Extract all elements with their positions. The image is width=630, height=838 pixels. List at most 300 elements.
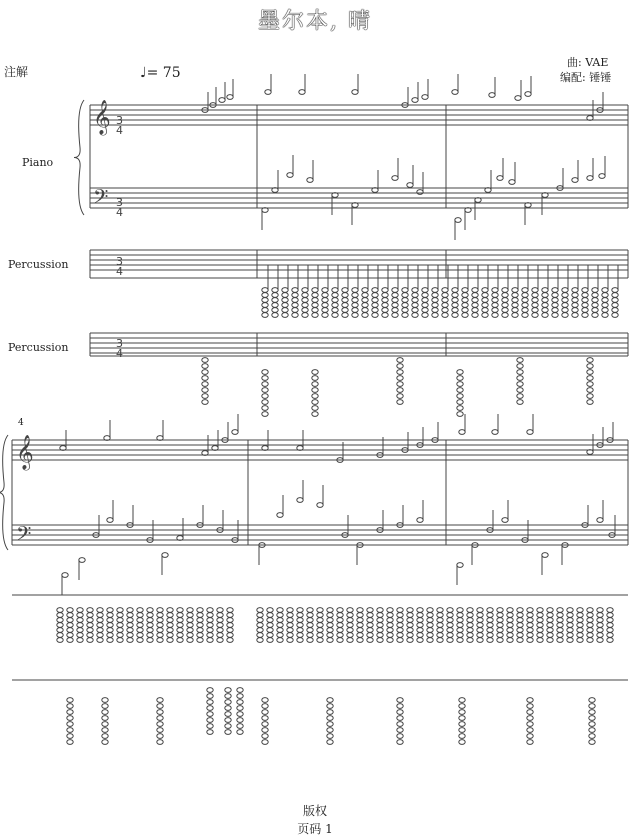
percussion-note: [432, 308, 438, 313]
percussion-note: [127, 613, 133, 618]
percussion-note: [272, 288, 278, 293]
percussion-note: [302, 308, 308, 313]
percussion-note: [312, 394, 318, 399]
percussion-note: [589, 716, 595, 721]
percussion-note: [67, 710, 73, 715]
percussion-note: [327, 623, 333, 628]
percussion-note: [87, 633, 93, 638]
percussion-note: [312, 303, 318, 308]
percussion-note: [292, 308, 298, 313]
percussion-note: [517, 638, 523, 643]
percussion-note: [527, 633, 533, 638]
arranger-credit: 编配: 锤锤: [560, 71, 612, 84]
percussion-note: [302, 298, 308, 303]
note-head: [452, 90, 458, 95]
percussion-note: [367, 608, 373, 613]
percussion-note: [532, 298, 538, 303]
percussion-note: [372, 308, 378, 313]
percussion-note: [452, 293, 458, 298]
percussion-note: [502, 293, 508, 298]
percussion-note: [587, 382, 593, 387]
percussion-note: [422, 288, 428, 293]
percussion-note: [312, 298, 318, 303]
percussion-note: [552, 288, 558, 293]
percussion-note: [282, 293, 288, 298]
percussion-note: [277, 623, 283, 628]
percussion-note: [487, 623, 493, 628]
percussion-note: [362, 298, 368, 303]
percussion-note: [67, 704, 73, 709]
percussion-note: [517, 400, 523, 405]
brace: [74, 100, 84, 215]
percussion-note: [517, 613, 523, 618]
percussion-note: [327, 728, 333, 733]
percussion-note: [67, 728, 73, 733]
percussion-note: [437, 608, 443, 613]
percussion-note: [442, 293, 448, 298]
note-head: [457, 563, 463, 568]
percussion-note: [277, 633, 283, 638]
percussion-note: [459, 704, 465, 709]
percussion-note: [117, 608, 123, 613]
percussion-note: [307, 618, 313, 623]
percussion-note: [542, 313, 548, 318]
percussion-note: [312, 293, 318, 298]
note-head: [79, 558, 85, 563]
percussion-note: [327, 628, 333, 633]
percussion-note: [607, 623, 613, 628]
percussion-note: [137, 618, 143, 623]
percussion-note: [437, 623, 443, 628]
percussion-note: [327, 734, 333, 739]
percussion-note: [237, 694, 243, 699]
percussion-note: [572, 308, 578, 313]
percussion-note: [532, 313, 538, 318]
score-title: 墨尔本, 晴: [258, 9, 372, 34]
percussion-note: [602, 303, 608, 308]
percussion-note: [312, 308, 318, 313]
percussion-note: [432, 313, 438, 318]
percussion-note: [472, 303, 478, 308]
copyright-footer: 版权: [302, 804, 327, 818]
percussion-note: [225, 730, 231, 735]
percussion-note: [527, 638, 533, 643]
percussion-note: [377, 618, 383, 623]
percussion-note: [567, 613, 573, 618]
percussion-note: [237, 730, 243, 735]
percussion-note: [422, 303, 428, 308]
note-head: [515, 96, 521, 101]
percussion-note: [432, 293, 438, 298]
percussion-note: [137, 633, 143, 638]
percussion-note: [167, 638, 173, 643]
percussion-note: [527, 698, 533, 703]
percussion-note: [157, 698, 163, 703]
note-head: [525, 92, 531, 97]
percussion-note: [262, 412, 268, 417]
percussion-note: [392, 308, 398, 313]
time-signature: 4: [116, 347, 123, 360]
percussion-note: [267, 628, 273, 633]
percussion-note: [312, 388, 318, 393]
percussion-note: [507, 608, 513, 613]
percussion-note: [197, 613, 203, 618]
percussion-note: [387, 638, 393, 643]
percussion-note: [402, 298, 408, 303]
percussion-note: [367, 613, 373, 618]
percussion-note: [147, 623, 153, 628]
percussion-note: [387, 623, 393, 628]
percussion-note: [557, 633, 563, 638]
percussion-note: [225, 724, 231, 729]
percussion-note: [107, 628, 113, 633]
percussion-note: [262, 388, 268, 393]
percussion-note: [202, 364, 208, 369]
percussion-note: [387, 608, 393, 613]
percussion-note: [337, 633, 343, 638]
percussion-note: [547, 608, 553, 613]
percussion-note: [482, 298, 488, 303]
note-head: [412, 98, 418, 103]
percussion-note: [437, 638, 443, 643]
percussion-note: [582, 303, 588, 308]
percussion-note: [412, 288, 418, 293]
time-signature: 4: [116, 265, 123, 278]
percussion-note: [587, 613, 593, 618]
percussion-note: [237, 688, 243, 693]
percussion-note: [102, 710, 108, 715]
percussion-note: [592, 293, 598, 298]
percussion-note: [107, 608, 113, 613]
percussion-note: [397, 382, 403, 387]
note-head: [227, 95, 233, 100]
percussion-note: [532, 303, 538, 308]
percussion-note: [327, 740, 333, 745]
percussion-note: [592, 308, 598, 313]
percussion-note: [557, 608, 563, 613]
percussion-note: [237, 724, 243, 729]
percussion-note: [157, 623, 163, 628]
percussion-note: [397, 710, 403, 715]
percussion-note: [277, 618, 283, 623]
percussion-note: [397, 728, 403, 733]
percussion-note: [459, 710, 465, 715]
percussion-note: [277, 628, 283, 633]
percussion-note: [397, 608, 403, 613]
percussion-note: [457, 382, 463, 387]
bass-clef-icon: 𝄢: [93, 185, 109, 213]
percussion-note: [377, 638, 383, 643]
percussion-note: [497, 633, 503, 638]
percussion-note: [589, 704, 595, 709]
percussion-note: [187, 618, 193, 623]
percussion-note: [587, 370, 593, 375]
percussion-note: [582, 313, 588, 318]
percussion-note: [347, 613, 353, 618]
percussion-note: [157, 728, 163, 733]
percussion-note: [527, 740, 533, 745]
percussion-note: [547, 638, 553, 643]
percussion-note: [452, 288, 458, 293]
percussion-note: [457, 376, 463, 381]
percussion-note: [367, 633, 373, 638]
percussion-note: [477, 628, 483, 633]
percussion-note: [207, 700, 213, 705]
percussion-note: [367, 618, 373, 623]
percussion-note: [589, 722, 595, 727]
percussion-note: [342, 308, 348, 313]
percussion-note: [87, 613, 93, 618]
percussion-note: [397, 618, 403, 623]
percussion-note: [392, 303, 398, 308]
percussion-note: [322, 303, 328, 308]
percussion-note: [582, 288, 588, 293]
percussion-note: [427, 608, 433, 613]
percussion-note: [477, 623, 483, 628]
percussion-note: [392, 298, 398, 303]
percussion-note: [207, 718, 213, 723]
percussion-note: [457, 638, 463, 643]
percussion-note: [362, 303, 368, 308]
percussion-note: [397, 722, 403, 727]
percussion-note: [302, 313, 308, 318]
percussion-note: [347, 633, 353, 638]
percussion-note: [397, 613, 403, 618]
percussion-note: [482, 293, 488, 298]
percussion-note: [357, 608, 363, 613]
percussion-note: [597, 623, 603, 628]
percussion-note: [352, 308, 358, 313]
percussion-note: [147, 633, 153, 638]
percussion-note: [177, 618, 183, 623]
percussion-note: [277, 613, 283, 618]
percussion-note: [262, 740, 268, 745]
percussion-note: [137, 628, 143, 633]
treble-clef-icon: 𝄞: [93, 100, 111, 135]
percussion-note: [107, 618, 113, 623]
percussion-note: [527, 613, 533, 618]
percussion-note: [127, 608, 133, 613]
percussion-note: [262, 704, 268, 709]
percussion-note: [587, 638, 593, 643]
percussion-note: [207, 633, 213, 638]
percussion-note: [357, 618, 363, 623]
percussion-note: [127, 618, 133, 623]
percussion-note: [57, 618, 63, 623]
percussion-note: [447, 618, 453, 623]
percussion-note: [287, 618, 293, 623]
percussion-note: [437, 618, 443, 623]
note-head: [422, 95, 428, 100]
percussion-note: [227, 638, 233, 643]
percussion-note: [587, 618, 593, 623]
percussion-note: [552, 308, 558, 313]
percussion-note: [262, 728, 268, 733]
note-head: [509, 180, 515, 185]
percussion-note: [482, 303, 488, 308]
percussion-note: [527, 716, 533, 721]
percussion-note: [67, 740, 73, 745]
percussion-note: [312, 376, 318, 381]
percussion-note: [517, 618, 523, 623]
percussion-note: [557, 613, 563, 618]
note-head: [62, 573, 68, 578]
percussion-note: [572, 298, 578, 303]
percussion-note: [562, 293, 568, 298]
percussion-note: [482, 308, 488, 313]
percussion-note: [87, 628, 93, 633]
percussion-note: [137, 613, 143, 618]
percussion-note: [272, 303, 278, 308]
percussion-note: [552, 293, 558, 298]
percussion-note: [257, 618, 263, 623]
percussion-note: [402, 313, 408, 318]
percussion-note: [487, 613, 493, 618]
percussion-note: [57, 613, 63, 618]
percussion-note: [392, 313, 398, 318]
percussion-note: [457, 613, 463, 618]
percussion-note: [197, 623, 203, 628]
percussion-note: [552, 303, 558, 308]
percussion-note: [592, 313, 598, 318]
percussion-note: [442, 288, 448, 293]
percussion-note: [347, 638, 353, 643]
percussion-note: [472, 293, 478, 298]
time-signature: 3: [116, 337, 123, 350]
percussion-note: [317, 613, 323, 618]
percussion-note: [167, 618, 173, 623]
percussion-note: [197, 628, 203, 633]
percussion-note: [77, 638, 83, 643]
percussion-note: [517, 382, 523, 387]
percussion-note: [592, 298, 598, 303]
percussion-note: [522, 288, 528, 293]
percussion-note: [262, 382, 268, 387]
percussion-note: [462, 303, 468, 308]
percussion-note: [317, 618, 323, 623]
percussion-note: [572, 293, 578, 298]
percussion-note: [467, 623, 473, 628]
percussion-note: [297, 623, 303, 628]
percussion-note: [527, 722, 533, 727]
percussion-note: [517, 633, 523, 638]
percussion-note: [482, 313, 488, 318]
percussion-note: [307, 638, 313, 643]
percussion-note: [157, 716, 163, 721]
percussion-note: [277, 608, 283, 613]
percussion-note: [357, 628, 363, 633]
percussion-note: [397, 388, 403, 393]
percussion-note: [217, 613, 223, 618]
percussion-note: [352, 293, 358, 298]
percussion-note: [117, 623, 123, 628]
percussion-note: [262, 722, 268, 727]
percussion-note: [77, 618, 83, 623]
note-head: [489, 93, 495, 98]
percussion-note: [367, 628, 373, 633]
percussion-note: [607, 618, 613, 623]
percussion-note: [417, 638, 423, 643]
percussion-note: [407, 628, 413, 633]
percussion-note: [262, 406, 268, 411]
percussion-note: [447, 628, 453, 633]
percussion-note: [432, 303, 438, 308]
percussion-note: [332, 303, 338, 308]
percussion-note: [542, 288, 548, 293]
percussion-note: [407, 618, 413, 623]
percussion-note: [459, 728, 465, 733]
percussion-note: [447, 638, 453, 643]
percussion-note: [402, 308, 408, 313]
percussion-note: [442, 313, 448, 318]
percussion-note: [402, 303, 408, 308]
percussion-note: [597, 608, 603, 613]
note-head: [317, 503, 323, 508]
percussion-note: [587, 394, 593, 399]
percussion-note: [512, 288, 518, 293]
percussion-note: [532, 288, 538, 293]
percussion-note: [262, 303, 268, 308]
percussion-note: [382, 288, 388, 293]
percussion-note: [577, 613, 583, 618]
time-signature: 3: [116, 114, 123, 127]
percussion-note: [322, 308, 328, 313]
percussion-note: [357, 623, 363, 628]
percussion-note: [392, 293, 398, 298]
percussion-note: [447, 608, 453, 613]
note-head: [219, 98, 225, 103]
percussion-note: [507, 618, 513, 623]
percussion-note: [587, 608, 593, 613]
percussion-note: [587, 628, 593, 633]
percussion-note: [427, 618, 433, 623]
percussion-note: [267, 633, 273, 638]
percussion-note: [522, 293, 528, 298]
percussion-note: [267, 638, 273, 643]
percussion-note: [97, 608, 103, 613]
percussion-note: [157, 638, 163, 643]
percussion-note: [447, 613, 453, 618]
percussion-note: [582, 298, 588, 303]
percussion-note: [317, 638, 323, 643]
percussion-note: [537, 623, 543, 628]
percussion-note: [522, 308, 528, 313]
percussion-note: [262, 698, 268, 703]
percussion-note: [347, 623, 353, 628]
percussion-note: [97, 638, 103, 643]
percussion-note: [332, 313, 338, 318]
percussion-note: [502, 303, 508, 308]
percussion-note: [97, 618, 103, 623]
page-number: 页码 1: [297, 822, 333, 836]
percussion-note: [147, 613, 153, 618]
note-head: [417, 518, 423, 523]
percussion-note: [225, 688, 231, 693]
percussion-note: [225, 700, 231, 705]
percussion-note: [237, 712, 243, 717]
percussion-note: [477, 638, 483, 643]
percussion-note: [612, 313, 618, 318]
percussion-note: [377, 628, 383, 633]
percussion-note: [262, 308, 268, 313]
percussion-note: [407, 613, 413, 618]
percussion-note: [412, 313, 418, 318]
percussion-note: [312, 400, 318, 405]
percussion-note: [382, 313, 388, 318]
percussion-note: [177, 628, 183, 633]
percussion-note: [457, 394, 463, 399]
percussion-note: [507, 623, 513, 628]
